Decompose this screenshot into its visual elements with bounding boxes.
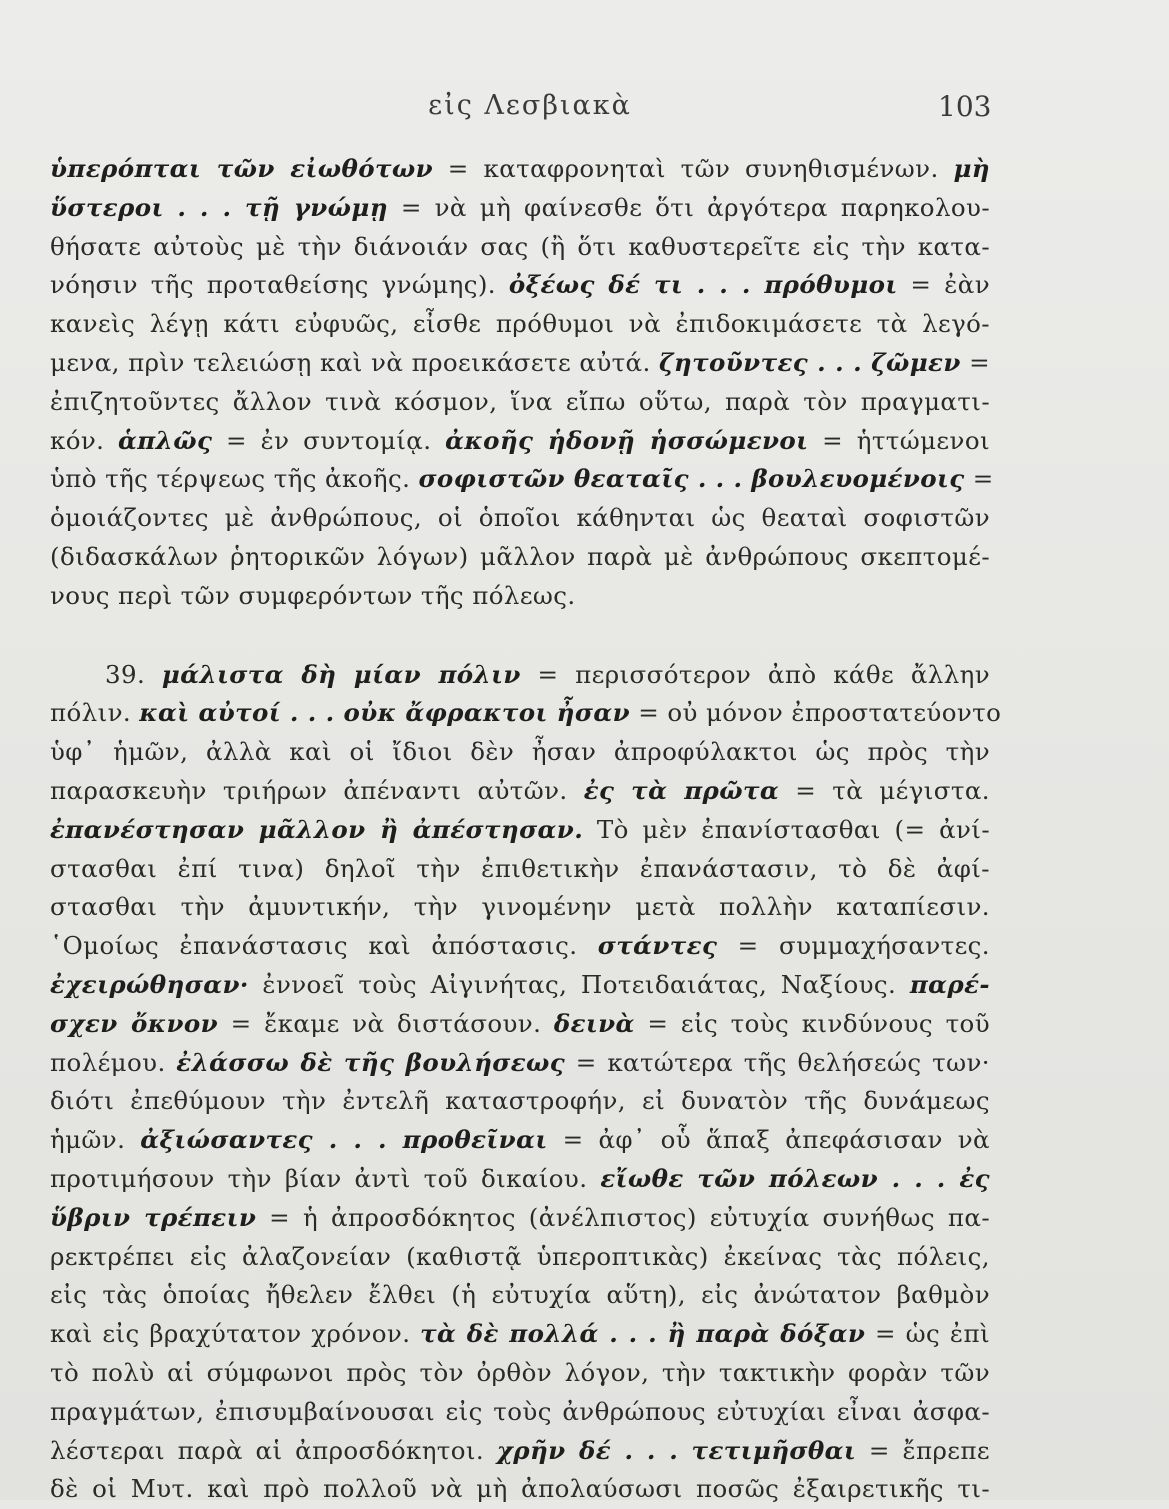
- gloss-text: πολέμου.: [50, 1047, 177, 1077]
- gloss-text: μενα, πρὶν τελειώσῃ καὶ νὰ προεικάσετε αὐτά.: [50, 347, 660, 377]
- gloss-text: = κατώτερα τῆς θελήσεώς των·: [565, 1047, 990, 1077]
- text-line: [50, 1160, 990, 1199]
- lemma-text: σχεν ὄκνον: [50, 1008, 219, 1038]
- text-line: [50, 733, 990, 772]
- lemma-text: μάλιστα δὴ μίαν πόλιν: [161, 659, 521, 689]
- gloss-text: = ἔκαμε νὰ διστάσουν.: [218, 1008, 554, 1038]
- gloss-text: ὑπὸ τῆς τέρψεως τῆς ἀκοῆς.: [50, 464, 419, 494]
- text-line: [50, 811, 990, 850]
- gloss-text: = ὡς ἐπὶ: [865, 1319, 990, 1349]
- gloss-text: ρεκτρέπει εἰς ἀλαζονείαν (καθιστᾷ ὑπεροπτικὰς) ἐκείνας τὰς πόλεις,: [50, 1241, 990, 1271]
- gloss-text: ἡμῶν.: [50, 1125, 141, 1155]
- gloss-text: = ἡ ἀπροσδόκητος (ἀνέλπιστος) εὐτυχία συνήθως πα-: [256, 1202, 991, 1232]
- lemma-text: εἴωθε τῶν πόλεων . . . ἐς: [600, 1163, 990, 1193]
- gloss-text: = εἰς τοὺς κινδύνους τοῦ: [634, 1008, 990, 1038]
- gloss-text: τὸ πολὺ αἱ σύμφωνοι πρὸς τὸν ὀρθὸν λόγον, τὴν τακτικὴν φορὰν τῶν: [50, 1357, 990, 1387]
- text-line: [50, 1082, 990, 1121]
- text-line: [50, 1121, 990, 1160]
- gloss-text: Τὸ μὲν ἐπανίστασθαι (= ἀνί-: [583, 814, 990, 844]
- text-line: [50, 499, 990, 538]
- gloss-text: = περισσότερον ἀπὸ κάθε ἄλλην: [520, 659, 990, 689]
- running-head: [0, 90, 1169, 130]
- gloss-text: = νὰ μὴ φαίνεσθε ὅτι ἀργότερα παρηκολου-: [387, 192, 990, 222]
- lemma-text: ἀκοῆς ἡδονῇ ἡσσώμενοι: [445, 425, 809, 455]
- text-line: [50, 1044, 990, 1083]
- gloss-text: ὁμοιάζοντες μὲ ἀνθρώπους, οἱ ὁποῖοι κάθηνται ὡς θεαταὶ σοφιστῶν: [50, 503, 990, 533]
- gloss-text: = ἔπρεπε: [856, 1435, 990, 1465]
- page-number: 103: [938, 90, 992, 123]
- gloss-text: = ἐν συντομίᾳ.: [212, 425, 446, 455]
- gloss-text: θήσατε αὐτοὺς μὲ τὴν διάνοιάν σας (ἢ ὅτι καθυστερεῖτε εἰς τὴν κατα-: [50, 231, 990, 261]
- lemma-text: ὕστεροι . . . τῇ γνώμῃ: [50, 192, 388, 222]
- text-line: [50, 850, 990, 889]
- text-line: [50, 1393, 990, 1432]
- gloss-text: νόησιν τῆς προταθείσης γνώμης).: [50, 270, 509, 300]
- paragraph-gap: [50, 616, 990, 656]
- gloss-text: 39.: [105, 659, 162, 689]
- lemma-text: ἐπανέστησαν μᾶλλον ἢ ἀπέστησαν.: [50, 814, 584, 844]
- lemma-text: ἐς τὰ πρῶτα: [583, 775, 780, 805]
- lemma-text: σοφιστῶν θεαταῖς . . . βουλευομένοις: [418, 464, 965, 494]
- text-line: [50, 460, 994, 499]
- text-line: [50, 150, 990, 189]
- gloss-text: = τὰ μέγιστα.: [779, 775, 990, 805]
- text-line: [50, 1199, 990, 1238]
- gloss-text: = καταφρονηταὶ τῶν συνηθισμένων.: [433, 154, 954, 183]
- lemma-text: ὀξέως δέ τι . . . πρόθυμοι: [508, 270, 898, 300]
- gloss-text: λέστεραι παρὰ αἱ ἀπροσδόκητοι.: [50, 1435, 497, 1465]
- running-title: εἰς Λεσβιακὰ: [428, 90, 632, 121]
- text-line: [50, 1238, 990, 1277]
- text-line: [50, 1315, 990, 1354]
- text-line: [50, 383, 990, 422]
- text-line: [50, 305, 990, 344]
- gloss-text: πραγμάτων, ἐπισυμβαίνουσαι εἰς τοὺς ἀνθρώπους εὐτυχίαι εἶναι ἀσφα-: [50, 1396, 990, 1426]
- gloss-text: στασθαι τὴν ἀμυντικήν, τὴν γινομένην μετὰ πολλὴν καταπίεσιν.: [50, 892, 990, 922]
- gloss-text: = ἀφ᾿ οὗ ἅπαξ ἀπεφάσισαν νὰ: [547, 1125, 990, 1155]
- text-line: [50, 577, 990, 616]
- text-line: [50, 1005, 990, 1044]
- text-line: [50, 189, 990, 228]
- gloss-text: πόλιν.: [50, 698, 140, 728]
- text-line: [50, 1470, 990, 1509]
- text-line: [50, 966, 990, 1005]
- lemma-text: ἀξιώσαντες . . . προθεῖναι: [140, 1125, 548, 1155]
- gloss-text: =: [964, 464, 994, 494]
- gloss-text: ἐπιζητοῦντες ἄλλον τινὰ κόσμον, ἵνα εἴπω οὕτω, παρὰ τὸν πραγματι-: [50, 386, 990, 416]
- text-line: [50, 888, 990, 927]
- text-line: [50, 344, 990, 383]
- gloss-text: καὶ εἰς βραχύτατον χρόνον.: [50, 1319, 421, 1349]
- text-line: [50, 538, 990, 577]
- gloss-text: = ἐὰν: [897, 270, 990, 300]
- text-line: [50, 656, 990, 695]
- gloss-text: ῾Ομοίως ἐπανάστασις καὶ ἀπόστασις.: [50, 931, 598, 961]
- text-line: [50, 422, 990, 461]
- gloss-text: παρασκευὴν τριήρων ἀπέναντι αὐτῶν.: [50, 775, 584, 805]
- gloss-text: = οὐ μόνον ἐπροστατεύοντο: [630, 698, 1002, 728]
- gloss-text: προτιμήσουν τὴν βίαν ἀντὶ τοῦ δικαίου.: [50, 1163, 601, 1193]
- gloss-text: ἐννοεῖ τοὺς Αἰγινήτας, Ποτειδαιάτας, Ναξίους.: [248, 969, 910, 999]
- gloss-text: στασθαι ἐπί τινα) δηλοῖ τὴν ἐπιθετικὴν ἐπανάστασιν, τὸ δὲ ἀφί-: [50, 853, 990, 883]
- text-line: [50, 694, 1002, 733]
- gloss-text: διότι ἐπεθύμουν τὴν ἐντελῆ καταστροφήν, εἰ δυνατὸν τῆς δυνάμεως: [50, 1086, 990, 1116]
- gloss-text: κανεὶς λέγῃ κάτι εὐφυῶς, εἶσθε πρόθυμοι νὰ ἐπιδοκιμάσετε τὰ λεγό-: [50, 309, 990, 339]
- lemma-text: τὰ δὲ πολλά . . . ἢ παρὰ δόξαν: [420, 1319, 866, 1349]
- gloss-text: νους περὶ τῶν συμφερόντων τῆς πόλεως.: [50, 580, 576, 610]
- gloss-text: δὲ οἱ Μυτ. καὶ πρὸ πολλοῦ νὰ μὴ ἀπολαύσωσι ποσῶς ἐξαιρετικῆς τι-: [50, 1474, 990, 1504]
- lemma-text: καὶ αὐτοί . . . οὐκ ἄφρακτοι ἦσαν: [139, 698, 631, 728]
- gloss-text: κόν.: [50, 425, 119, 455]
- text-line: [50, 228, 990, 267]
- lemma-text: ἐχειρώθησαν·: [50, 969, 249, 999]
- lemma-text: χρῆν δέ . . . τετιμῆσθαι: [496, 1435, 857, 1465]
- lemma-text: στάντες: [597, 931, 718, 961]
- gloss-text: εἰς τὰς ὁποίας ἤθελεν ἔλθει (ἡ εὐτυχία αὕτη), εἰς ἀνώτατον βαθμὸν: [50, 1280, 990, 1310]
- text-line: [50, 1276, 990, 1315]
- text-line: [50, 927, 990, 966]
- text-line: [50, 1354, 990, 1393]
- lemma-text: ἁπλῶς: [118, 425, 213, 455]
- text-line: [50, 772, 990, 811]
- lemma-text: ὕβριν τρέπειν: [50, 1202, 257, 1232]
- gloss-text: = ἡττώμενοι: [808, 425, 990, 455]
- lemma-text: ὑπερόπται τῶν εἰωθότων: [50, 154, 434, 183]
- gloss-text: ὑφ᾿ ἡμῶν, ἀλλὰ καὶ οἱ ἴδιοι δὲν ἦσαν ἀπροφύλακτοι ὡς πρὸς τὴν: [50, 737, 990, 767]
- lemma-text: ἐλάσσω δὲ τῆς βουλήσεως: [176, 1047, 566, 1077]
- gloss-text: =: [960, 347, 990, 377]
- lemma-text: δεινὰ: [553, 1008, 635, 1038]
- lemma-text: παρέ-: [909, 969, 990, 999]
- text-line: [50, 266, 990, 305]
- commentary-text: [50, 150, 1002, 1509]
- gloss-text: = συμμαχήσαντες.: [717, 931, 990, 961]
- lemma-text: ζητοῦντες . . . ζῶμεν: [659, 347, 961, 377]
- text-line: [50, 1432, 990, 1471]
- lemma-text: μὴ: [953, 154, 990, 183]
- gloss-text: (διδασκάλων ῥητορικῶν λόγων) μᾶλλον παρὰ μὲ ἀνθρώπους σκεπτομέ-: [50, 541, 990, 571]
